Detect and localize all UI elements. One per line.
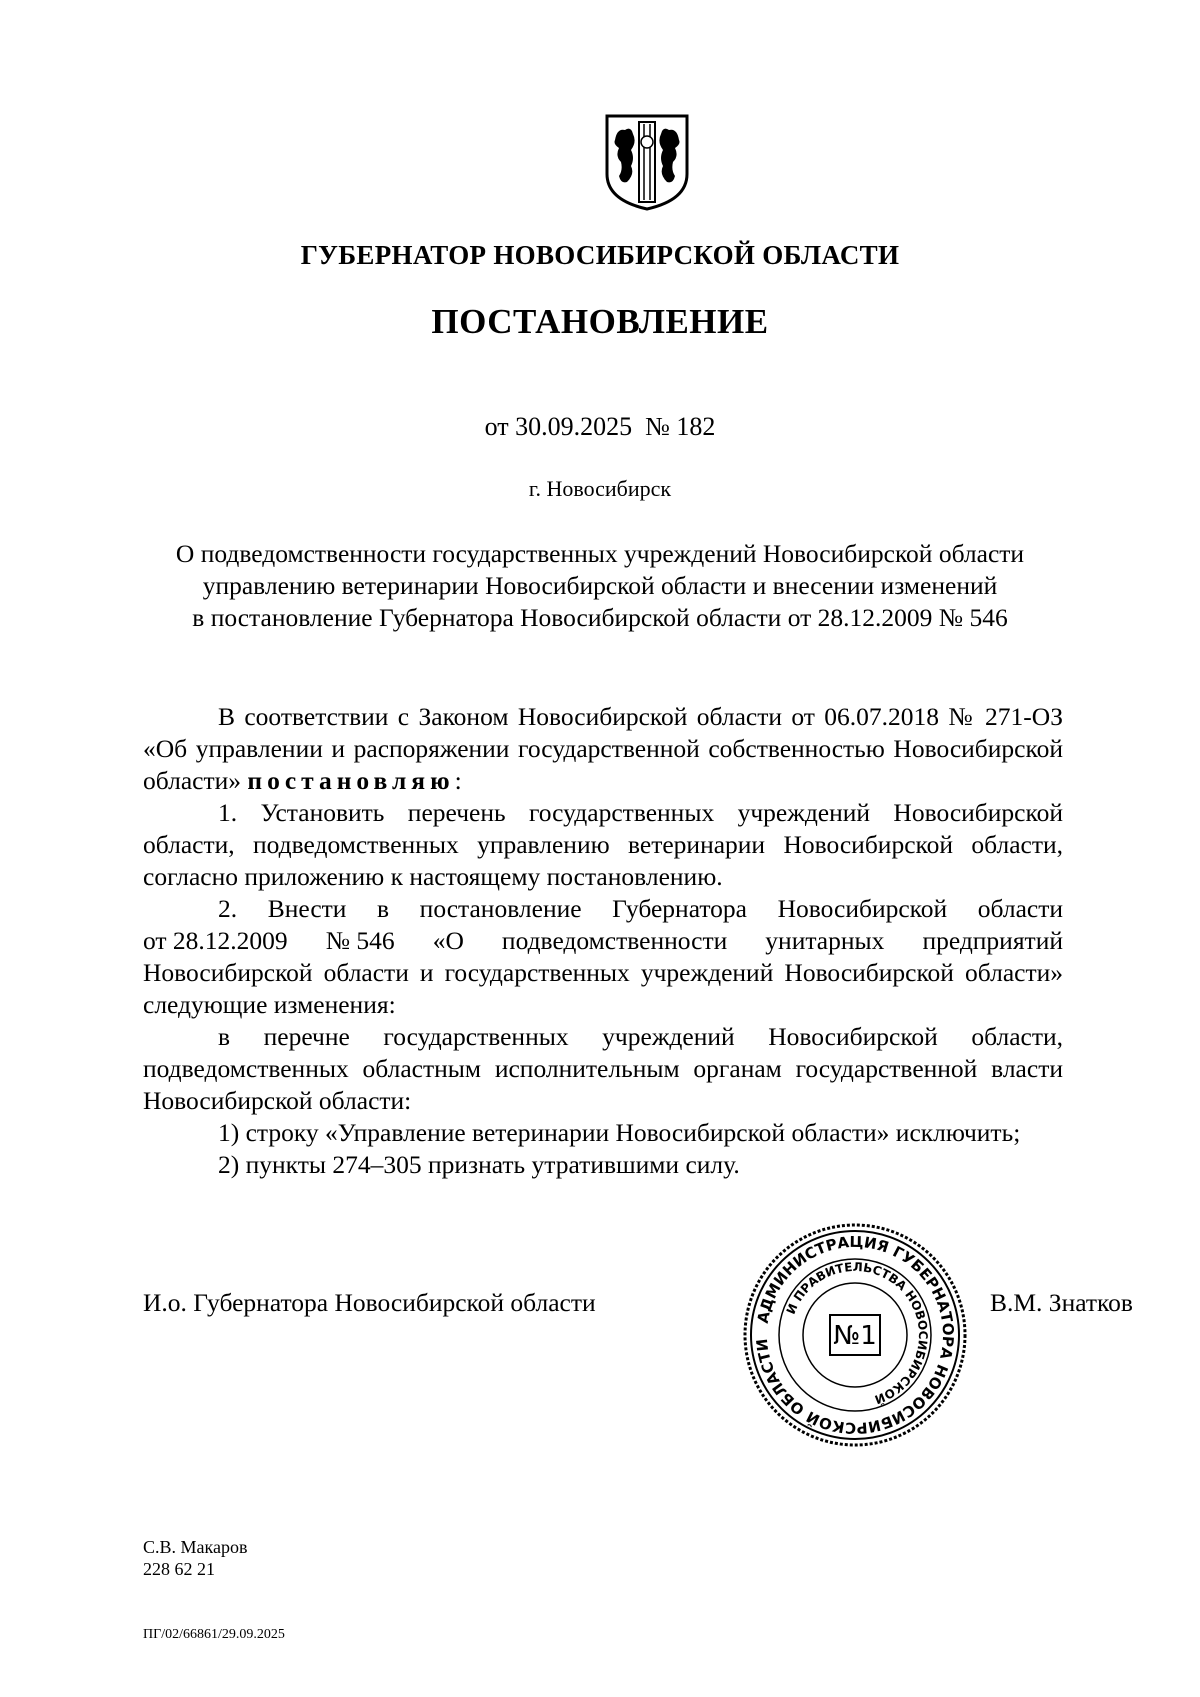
seal-inner-text: И ПРАВИТЕЛЬСТВА НОВОСИБИРСКОЙ <box>783 1259 931 1407</box>
body-line: в перечне государственных учреждений Новосибирской области, <box>218 1022 1063 1051</box>
body-line: подведомственных областным исполнительным органам государственной власти <box>143 1054 1063 1083</box>
executor-phone: 228 62 21 <box>143 1559 215 1579</box>
document-city: г. Новосибирск <box>528 476 672 501</box>
document-subject <box>0 538 1200 634</box>
body-line: 2. Внести в постановление Губернатора Новосибирской области <box>218 894 1063 923</box>
body-word: подведомственности <box>501 926 728 955</box>
seal-number: №1 <box>833 1321 877 1351</box>
body-word: «О <box>432 926 464 955</box>
coat-of-arms-icon <box>603 112 691 212</box>
body-text: области» <box>143 766 241 795</box>
body-line: области, подведомственных управлению ветеринарии Новосибирской области, <box>143 830 1063 859</box>
subject-line: О подведомственности государственных учреждений Новосибирской области <box>175 539 1025 568</box>
resolution-keyword: постановляю <box>247 766 455 795</box>
document-body <box>143 701 1063 1181</box>
issuing-authority: ГУБЕРНАТОР НОВОСИБИРСКОЙ ОБЛАСТИ <box>300 240 900 270</box>
document-registration-code: ПГ/02/66861/29.09.2025 <box>143 1627 285 1642</box>
seal-outer-text: АДМИНИСТРАЦИЯ ГУБЕРНАТОРА НОВОСИБИРСКОЙ ОБЛАСТИ <box>752 1232 958 1438</box>
signatory-role: И.о. Губернатора Новосибирской области <box>143 1288 596 1317</box>
body-word: № 546 <box>325 926 395 955</box>
list-item: 1) строку «Управление ветеринарии Новосибирской области» исключить; <box>218 1118 1021 1147</box>
body-word: унитарных <box>765 926 885 955</box>
body-line: следующие изменения: <box>143 990 396 1019</box>
body-line: Новосибирской области и государственных учреждений Новосибирской области» <box>143 958 1063 987</box>
body-line: согласно приложению к настоящему постановлению. <box>143 862 723 891</box>
body-line <box>143 925 1063 957</box>
signatory-name: В.М. Знатков <box>990 1288 1133 1317</box>
body-line: «Об управлении и распоряжении государственной собственностью Новосибирской <box>143 734 1063 763</box>
subject-line: управлению ветеринарии Новосибирской области и внесении изменений <box>202 571 998 600</box>
body-line: В соответствии с Законом Новосибирской области от 06.07.2018 № 271-ОЗ <box>218 702 1063 731</box>
body-word: предприятий <box>922 926 1063 955</box>
official-seal-stamp <box>742 1222 968 1448</box>
executor-block <box>143 1536 247 1580</box>
list-item: 2) пункты 274–305 признать утратившими силу. <box>218 1150 740 1179</box>
document-date-number: от 30.09.2025 № 182 <box>484 412 716 441</box>
body-line: Новосибирской области: <box>143 1086 412 1115</box>
document-type-title: ПОСТАНОВЛЕНИЕ <box>431 302 769 341</box>
body-line <box>143 765 1063 797</box>
subject-line: в постановление Губернатора Новосибирской области от 28.12.2009 № 546 <box>192 603 1008 632</box>
body-text: : <box>454 766 462 795</box>
executor-name: С.В. Макаров <box>143 1537 248 1557</box>
body-word: от 28.12.2009 <box>143 926 288 955</box>
body-line: 1. Установить перечень государственных учреждений Новосибирской <box>218 798 1063 827</box>
